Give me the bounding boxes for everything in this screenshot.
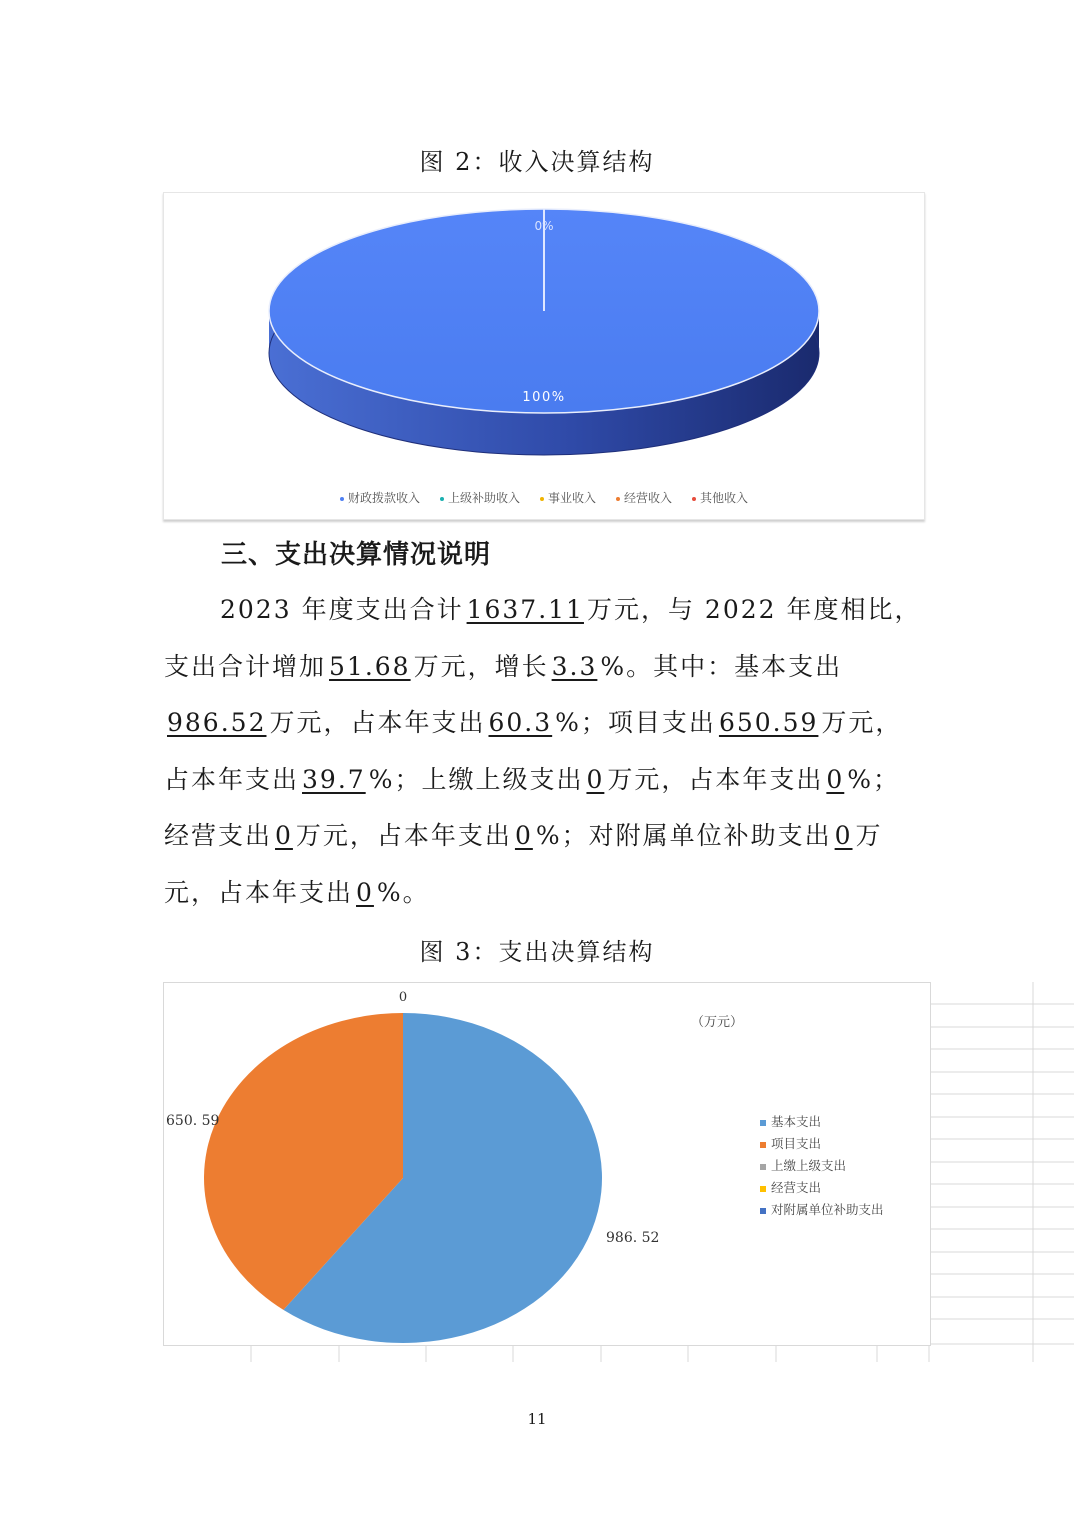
legend-label-1: 上级补助收入 (447, 491, 520, 505)
figure-3-title: 图 3：支出决算结构 (419, 938, 655, 966)
expenditure-paragraph (164, 582, 924, 921)
value-business-expenditure: 0 (275, 821, 293, 850)
expenditure-pie-chart (163, 982, 931, 1346)
legend3-item-3 (760, 1177, 884, 1199)
data-label-hundred-pct: 100% (522, 390, 566, 405)
para-text-5: 万元，占本年支出 (269, 708, 486, 737)
legend-item-0 (340, 489, 420, 506)
value-project-expenditure: 650.59 (718, 708, 819, 737)
legend3-label-0: 基本支出 (771, 1114, 822, 1129)
value-upper-expenditure: 0 (586, 764, 605, 794)
unit-label: （万元） (691, 1015, 744, 1030)
income-pie-svg (164, 193, 924, 483)
para-text-13: 万元，占本年支出 (164, 821, 883, 907)
legend-item-3 (616, 489, 672, 506)
para-text-4: %。其中：基本支出 (600, 651, 843, 681)
legend3-marker-2 (760, 1164, 766, 1170)
para-text-3: 万元，增长 (413, 651, 549, 681)
legend-label-4: 其他收入 (700, 491, 749, 505)
value-total-expenditure: 1637.11 (466, 595, 584, 624)
income-legend (164, 489, 924, 506)
value-subsidy-pct: 0 (356, 877, 374, 907)
para-text-8: %；上缴上级支出 (368, 764, 584, 794)
value-basic-pct: 60.3 (488, 708, 553, 737)
value-subsidy-expenditure: 0 (834, 821, 853, 850)
income-pie-chart (163, 192, 925, 520)
legend-label-3: 经营收入 (624, 491, 673, 505)
para-text-7: 万元，占本年支出 (164, 708, 903, 794)
legend-marker-0 (340, 497, 344, 501)
legend3-item-1 (760, 1133, 884, 1155)
legend-marker-1 (440, 497, 444, 501)
para-text-14: %。 (376, 877, 430, 907)
legend3-item-2 (760, 1155, 884, 1177)
value-upper-pct: 0 (826, 764, 845, 794)
legend-marker-3 (616, 497, 620, 501)
legend3-item-4 (760, 1199, 884, 1221)
legend-label-0: 财政拨款收入 (347, 491, 420, 505)
legend3-label-1: 项目支出 (771, 1136, 822, 1151)
value-business-pct: 0 (514, 821, 533, 850)
data-label-zero-pct: 0% (534, 219, 554, 233)
para-text-11: 万元，占本年支出 (295, 821, 512, 850)
legend3-label-2: 上缴上级支出 (771, 1158, 847, 1173)
legend-marker-4 (692, 497, 696, 501)
expenditure-chart-area (163, 982, 1074, 1362)
value-project-pct: 39.7 (302, 764, 366, 794)
legend3-marker-0 (760, 1120, 766, 1126)
para-text-2: 万元，与 2022 年度相比，支出合计增加 (164, 595, 922, 681)
legend3-marker-4 (760, 1208, 766, 1214)
data-label-project: 650. 59 (166, 1113, 220, 1129)
expenditure-legend (760, 1111, 884, 1221)
para-text-12: %；对附属单位补助支出 (535, 821, 832, 850)
legend-marker-2 (540, 497, 544, 501)
legend3-label-4: 对附属单位补助支出 (771, 1202, 884, 1217)
para-text-6: %；项目支出 (555, 708, 716, 737)
figure-2-title: 图 2：收入决算结构 (419, 148, 655, 176)
legend-item-1 (440, 489, 520, 506)
page-number: 11 (527, 1410, 547, 1428)
value-basic-expenditure: 986.52 (167, 708, 267, 737)
value-growth-rate: 3.3 (551, 651, 598, 681)
legend3-marker-1 (760, 1142, 766, 1148)
legend-item-4 (692, 489, 748, 506)
legend-item-2 (540, 489, 596, 506)
para-text-10: %；经营支出 (164, 764, 901, 850)
para-text-1: 2023 年度支出合计 (220, 595, 464, 624)
data-label-basic: 986. 52 (606, 1230, 660, 1246)
legend-label-2: 事业收入 (547, 491, 596, 505)
legend3-label-3: 经营支出 (771, 1180, 822, 1195)
section-heading: 三、支出决算情况说明 (221, 540, 492, 570)
value-increase: 51.68 (329, 651, 411, 681)
legend3-marker-3 (760, 1186, 766, 1192)
data-label-zero: 0 (398, 990, 408, 1005)
para-text-9: 万元，占本年支出 (607, 764, 824, 794)
legend3-item-0 (760, 1111, 884, 1133)
